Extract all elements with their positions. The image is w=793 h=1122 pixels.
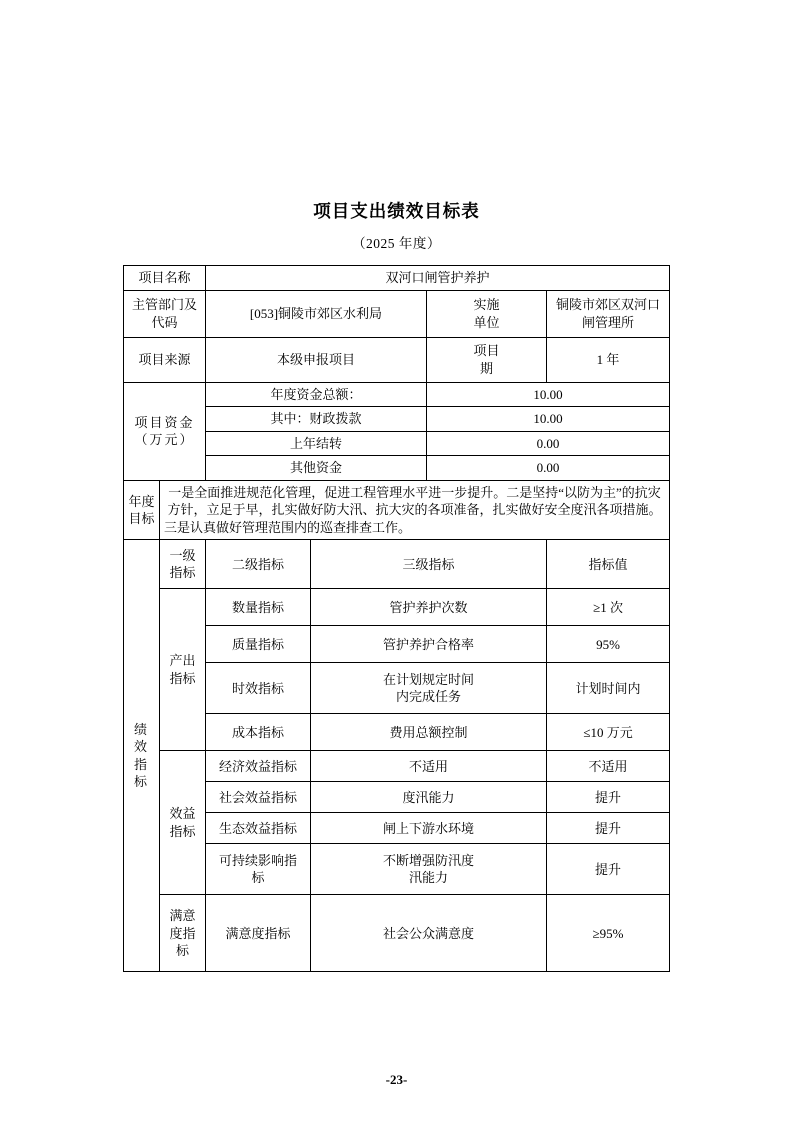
cell-value: ≤10 万元 <box>546 714 669 751</box>
header-level3: 三级指标 <box>310 540 546 589</box>
table-row-annual-goal <box>123 480 669 540</box>
label-impl-unit-line2: 单位 <box>473 314 500 330</box>
table-row-funds-total <box>123 382 669 407</box>
label-project-period <box>426 337 546 382</box>
header-level1 <box>159 540 205 589</box>
label-project-source: 项目来源 <box>123 337 205 382</box>
funds-row-name: 年度资金总额： <box>205 382 426 407</box>
cell-level1-satisfaction-c2: 度指 <box>169 925 196 941</box>
cell-level3: 社会公众满意度 <box>310 895 546 972</box>
label-project-funds <box>123 382 205 480</box>
table-row-department <box>123 290 669 337</box>
funds-row-name: 上年结转 <box>205 431 426 456</box>
cell-level3: 不适用 <box>310 751 546 782</box>
value-department: [053]铜陵市郊区水利局 <box>205 290 426 337</box>
cell-level3: 管护养护次数 <box>310 589 546 626</box>
cell-value: 不适用 <box>546 751 669 782</box>
cell-level3 <box>310 663 546 714</box>
cell-level1-satisfaction-c1: 满意 <box>169 908 196 924</box>
value-project-name: 双河口闸管护养护 <box>205 266 669 291</box>
cell-level3: 费用总额控制 <box>310 714 546 751</box>
cell-level3: 度汛能力 <box>310 782 546 813</box>
label-performance-indicator-c4: 标 <box>133 774 149 790</box>
label-department <box>123 290 205 337</box>
cell-level2: 经济效益指标 <box>205 751 310 782</box>
table-row-funds-other <box>123 456 669 481</box>
label-annual-goal-line2: 目标 <box>128 511 155 527</box>
label-department-line1: 主管部门及 <box>131 297 197 312</box>
cell-value: 提升 <box>546 813 669 844</box>
table-row-indicator <box>123 626 669 663</box>
cell-level3: 管护养护合格率 <box>310 626 546 663</box>
funds-row-name: 其中：财政拨款 <box>205 407 426 432</box>
label-performance-indicator <box>123 540 159 972</box>
header-level2: 二级指标 <box>205 540 310 589</box>
funds-row-value: 10.00 <box>426 407 669 432</box>
table-row-indicator-headers <box>123 540 669 589</box>
cell-level2: 质量指标 <box>205 626 310 663</box>
cell-level1-output-line1: 产出 <box>169 653 196 669</box>
table-row-project-source <box>123 337 669 382</box>
cell-level3-line2: 内完成任务 <box>395 689 461 705</box>
performance-target-table <box>123 265 670 972</box>
label-project-name: 项目名称 <box>123 266 205 291</box>
cell-level3 <box>310 844 546 895</box>
cell-level2: 满意度指标 <box>205 895 310 972</box>
cell-level3-line1: 在计划规定时间 <box>382 671 474 687</box>
table-row-indicator <box>123 663 669 714</box>
page-subtitle: （2025 年度） <box>352 236 441 251</box>
value-project-source: 本级申报项目 <box>205 337 426 382</box>
cell-level3: 闸上下游水环境 <box>310 813 546 844</box>
table-row-indicator <box>123 895 669 972</box>
label-project-funds-line2: （万元） <box>134 432 195 448</box>
cell-level1-benefit-line1: 效益 <box>169 806 196 822</box>
cell-level1-benefit-line2: 指标 <box>169 823 196 839</box>
label-impl-unit-line1: 实施 <box>473 297 500 312</box>
cell-level2: 时效指标 <box>205 663 310 714</box>
cell-level3-line1: 不断增强防汛度 <box>382 852 474 868</box>
table-row-indicator <box>123 714 669 751</box>
cell-level2: 数量指标 <box>205 589 310 626</box>
cell-level2: 社会效益指标 <box>205 782 310 813</box>
cell-level2-line2: 标 <box>251 870 265 886</box>
page-title: 项目支出绩效目标表 <box>313 201 480 221</box>
label-department-line2: 代码 <box>151 314 178 330</box>
label-project-funds-line1: 项目资金 <box>134 414 195 430</box>
table-row-funds-fiscal <box>123 407 669 432</box>
funds-row-value: 10.00 <box>426 382 669 407</box>
cell-level1-output <box>159 589 205 751</box>
cell-level2: 成本指标 <box>205 714 310 751</box>
funds-row-name: 其他资金 <box>205 456 426 481</box>
cell-level2: 生态效益指标 <box>205 813 310 844</box>
cell-level2-line1: 可持续影响指 <box>218 852 297 868</box>
cell-level1-benefit <box>159 751 205 895</box>
table-row-indicator <box>123 844 669 895</box>
value-project-period: 1 年 <box>546 337 669 382</box>
cell-value: 提升 <box>546 782 669 813</box>
header-value: 指标值 <box>546 540 669 589</box>
cell-level1-satisfaction <box>159 895 205 972</box>
header-level1-line2: 指标 <box>169 565 196 581</box>
cell-level1-satisfaction-c3: 标 <box>175 943 189 959</box>
cell-value: 95% <box>546 626 669 663</box>
label-performance-indicator-c1: 绩 <box>133 721 149 737</box>
value-impl-unit: 铜陵市郊区双河口闸管理所 <box>546 290 669 337</box>
cell-value: 提升 <box>546 844 669 895</box>
label-performance-indicator-c3: 指 <box>133 756 149 772</box>
funds-row-value: 0.00 <box>426 456 669 481</box>
table-row-indicator <box>123 751 669 782</box>
label-annual-goal <box>123 480 159 540</box>
label-project-period-line1: 项目 <box>473 343 500 358</box>
funds-row-value: 0.00 <box>426 431 669 456</box>
cell-value: ≥1 次 <box>546 589 669 626</box>
cell-value: 计划时间内 <box>546 663 669 714</box>
label-performance-indicator-c2: 效 <box>133 739 149 755</box>
cell-level1-output-line2: 指标 <box>169 670 196 686</box>
header-level1-line1: 一级 <box>169 547 196 563</box>
table-row-project-name <box>123 266 669 291</box>
table-row-indicator <box>123 782 669 813</box>
cell-level2 <box>205 844 310 895</box>
table-row-indicator <box>123 589 669 626</box>
value-annual-goal: 一是全面推进规范化管理，促进工程管理水平进一步提升。二是坚持“以防为主”的抗灾方针，立足于早，扎实做好防大汛、抗大灾的各项准备，扎实做好安全度汛各项措施。三是认真做好管理范围内的巡查排查工作。 <box>159 480 669 540</box>
page-number: -23- <box>385 1072 408 1087</box>
cell-value: ≥95% <box>546 895 669 972</box>
table-row-funds-carryover <box>123 431 669 456</box>
table-row-indicator <box>123 813 669 844</box>
label-project-period-line2: 期 <box>479 360 493 376</box>
label-annual-goal-line1: 年度 <box>128 493 155 509</box>
cell-level3-line2: 汛能力 <box>408 870 448 886</box>
label-impl-unit <box>426 290 546 337</box>
